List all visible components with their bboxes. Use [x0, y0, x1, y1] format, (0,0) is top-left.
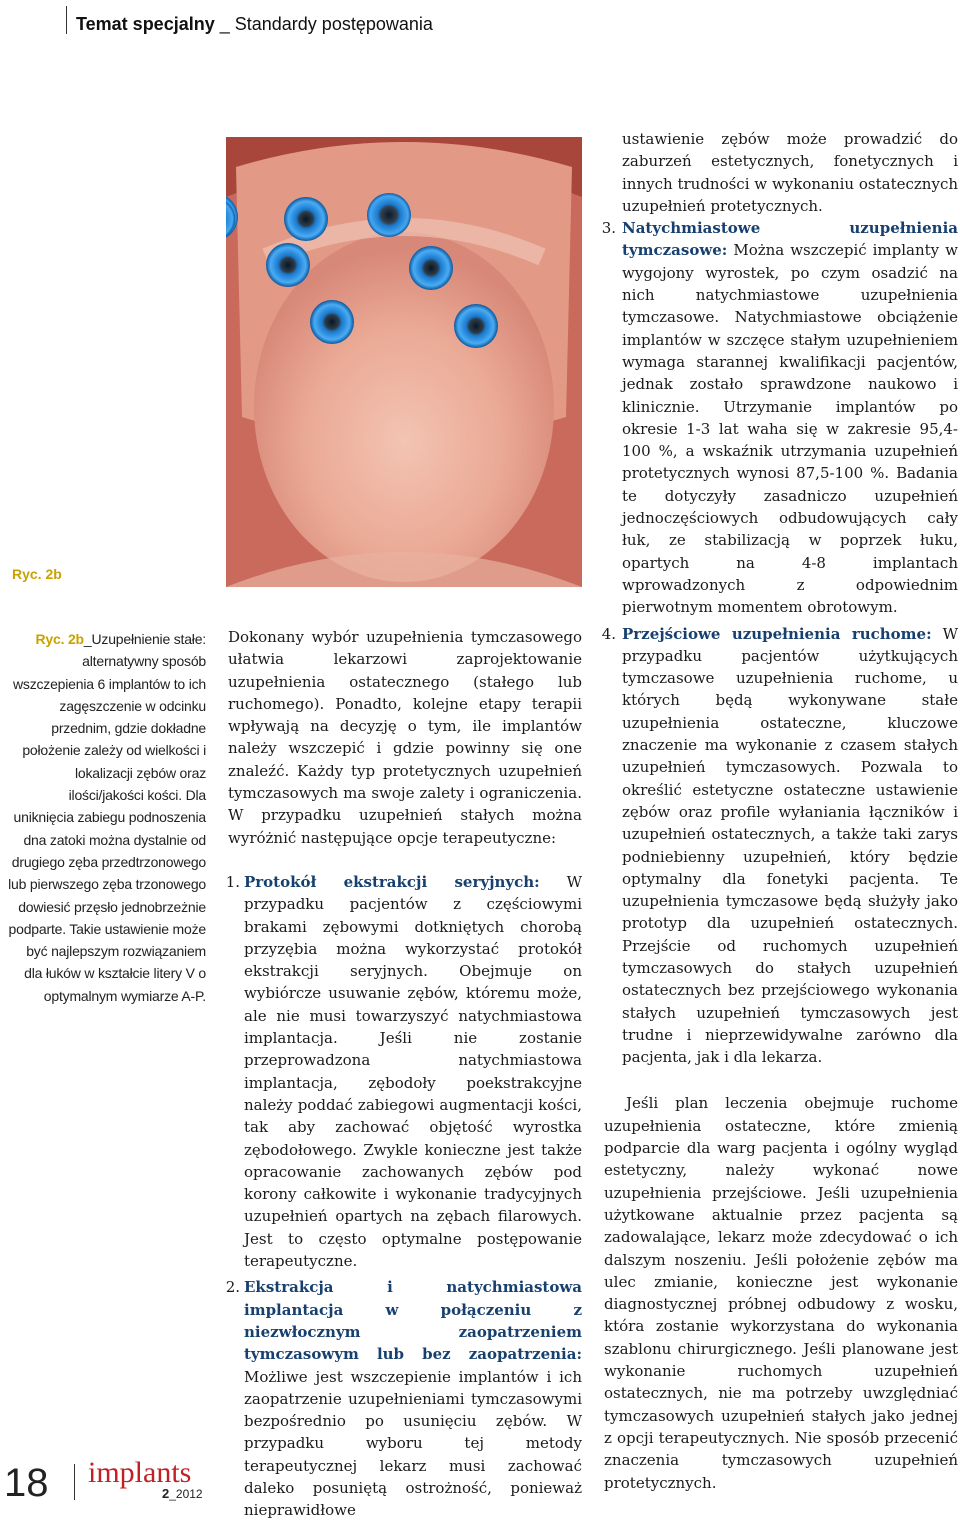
implant-icon-upper-right-3 — [454, 304, 498, 348]
list-number: 1. — [225, 872, 240, 891]
running-header — [76, 14, 433, 35]
list-number: 4. — [601, 624, 616, 643]
issue-label — [162, 1486, 203, 1501]
list-text: W przypadku pacjentów użytkujących tymczasowe uzupełnienia ruchome, u których będą wykonywane stałe uzupełnienia ostateczne, kluczowe znaczenie ma wykonanie z czasem stałych uzupełnień tymczasowych. Pozwala to określić estetyczne ostateczne ustawienie zębów oraz profile wyłaniania łączników i uzupełnień ostatecznych, a także taki zarys podniebienny uzupełnień, który będzie optymalny dla fonetyki pacjenta. Te uzupełnienia tymczasowe będą służyły jako prototyp dla uzupełnień ostatecznych. Przejście od ruchomych uzupełnień tymczasowych do stałych uzupełnień ostatecznych bez przejściowego wykonania stałych uzupełnień tymczasowych jest trudne i nieprzewidywalne zarówno dla pacjenta, jak i dla lekarza. — [622, 624, 959, 1067]
list-number: 2. — [225, 1278, 240, 1297]
list-heading: Przejściowe uzupełnienia ruchome: — [622, 624, 932, 643]
magazine-logo: implants — [88, 1456, 192, 1489]
implant-icon-upper-left-3 — [310, 300, 354, 344]
header-subsection: Standardy postępowania — [234, 14, 433, 34]
issue-number: 2 — [162, 1486, 170, 1501]
issue-year: _2012 — [169, 1487, 203, 1501]
middle-column — [225, 626, 582, 1526]
list-heading: Natychmiastowe uzupełnienia tymczasowe: — [622, 219, 958, 260]
implant-icon-upper-right-2 — [409, 246, 453, 290]
list-heading: Ekstrakcja i natychmiastowa implantacja w połączeniu z niezwłocznym zaopatrzeniem tymczasowym lub bez zaopatrzenia: — [244, 1278, 582, 1364]
caption-separator: _ — [83, 631, 92, 647]
implant-icon-upper-left-2 — [266, 243, 310, 287]
options-list-a — [225, 871, 582, 1522]
list-heading: Protokół ekstrakcji seryjnych: — [244, 872, 540, 891]
list-item — [225, 1276, 582, 1521]
continuation-paragraph: ustawienie zębów może prowadzić do zaburzeń estetycznych, fonetycznych i innych trudności w wykonaniu ostatecznych uzupełnień protetycznych. — [622, 130, 958, 215]
page-number: 18 — [4, 1461, 49, 1505]
header-separator: _ — [214, 14, 235, 34]
list-item — [601, 623, 959, 1069]
intro-paragraph: Dokonany wybór uzupełnienia tymczasowego ułatwia lekarzowi zaprojektowanie uzupełnienia ostatecznego (stałego lub ruchomego). Ponadto, kolejne etapy terapii wpływają na decyzję o tym, ile implantów należy wszczepić i gdzie powinny się one znaleźć. Każdy typ protetycznych uzupełnień tymczasowych ma swoje zalety i ograniczenia. W przypadku uzupełnień stałych można wyróżnić następujące opcje terapeutyczne: — [228, 628, 582, 847]
list-text: Możliwe jest wszczepienie implantów i ich zaopatrzenie uzupełnieniami tymczasowymi bezpośrednio po usunięciu zębów. W przypadku wyboru tej metody terapeutycznej lekarz musi zachować daleko posuniętą ostrożność, ponieważ nieprawidłowe — [244, 1367, 582, 1520]
list-text: W przypadku pacjentów z częściowymi brakami zębowymi dotkniętych chorobą przyzębia można wykorzystać protokół ekstrakcji seryjnych. Obejmuje on wybiórcze usuwanie zębów, któremu może, ale nie musi towarzyszyć natychmiastowa implantacja. Jeśli nie zostanie przeprowadzona natychmiastowa implantacja, zębodoły poekstrakcyjne należy poddać zabiegowi augmentacji kości, tak aby zachować objętość wyrostka zębodołowego. Zwykle konieczne jest także opracowanie zachowanych zębów pod korony całkowite i wykonanie tradycyjnych uzupełnień opartych na zębach filarowych. Jest to często optymalne postępowanie terapeutyczne. — [244, 872, 582, 1271]
list-number: 3. — [601, 219, 616, 238]
header-section: Temat specjalny — [76, 14, 215, 34]
options-list-b — [601, 217, 959, 1068]
header-divider — [66, 6, 67, 34]
caption-title: Ryc. 2b — [35, 631, 84, 647]
footer-divider — [74, 1464, 75, 1500]
right-column — [601, 128, 959, 1494]
closing-paragraph: Jeśli plan leczenia obejmuje ruchome uzupełnienia ostateczne, które zmienią podparcie dla warg pacjenta i ogólny wygląd estetyczny, należy wykonać nowe uzupełnienia przejściowe. Jeśli uzupełnienia użytkowane aktualnie przez pacjenta są zadowalające, lekarz może zdecydować o ich dalszym noszeniu. Jeśli położenie zębów ma ulec zmianie, konieczne jest wykonanie diagnostycznej próbnej odbudowy z wosku, która zostanie wykorzystana do wykonania szablonu chirurgicznego. Jeśli planowane jest wykonanie ruchomych uzupełnień ostatecznych, nie ma potrzeby uwzględniać tymczasowych uzupełnień stałych jako jednej z opcji terapeutycznych. Nie sposób przecenić znaczenia tymczasowych uzupełnień protetycznych. — [604, 1094, 958, 1492]
list-item — [225, 871, 582, 1272]
caption-text: Uzupełnienie stałe: alternatywny sposób wszczepienia 6 implantów to ich zagęszczenie w odcinku przednim, gdzie dokładne położenie zależy od wielkości i lokalizacji zębów oraz ilości/jakości kości. Dla uniknięcia zabiegu podnoszenia dna zatoki można dystalnie od drugiego zęba przedtrzonowego lub pierwszego zęba trzonowego dowiesić przęsło jednobrzeżnie podparte. Takie ustawienie może być najlepszym rozwiązaniem dla łuków w kształcie litery V o optymalnym wymiarze A-P. — [8, 631, 206, 1004]
list-item — [601, 217, 958, 618]
implants-main — [226, 137, 582, 587]
figure-label: Ryc. 2b — [12, 566, 62, 582]
list-text: Można wszczepić implanty w wygojony wyrostek, po czym osadzić na nich natychmiastowe uzupełnienia tymczasowe. Natychmiastowe obciążenie implantów w szczęce stałym uzupełnieniem wymaga starannej kwalifikacji pacjentów, jednak zostało sprawdzone naukowo i klinicznie. Utrzymanie implantów po okresie 1-3 lat waha się w zakresie 95,4-100 %, a wskaźnik utrzymania uzupełnień protetycznych wynosi 87,5-100 %. Badania te dotyczyły zasadniczo uzupełnień jednoczęściowych odbudowujących cały łuk, ze stabilizacją w poprzek łuku, opartych na 4-8 implantach wprowadzonych z odpowiednim pierwotnym momentem obrotowym. — [622, 241, 958, 617]
clinical-photo-palate-implants — [226, 137, 582, 587]
figure-caption — [6, 628, 206, 1007]
